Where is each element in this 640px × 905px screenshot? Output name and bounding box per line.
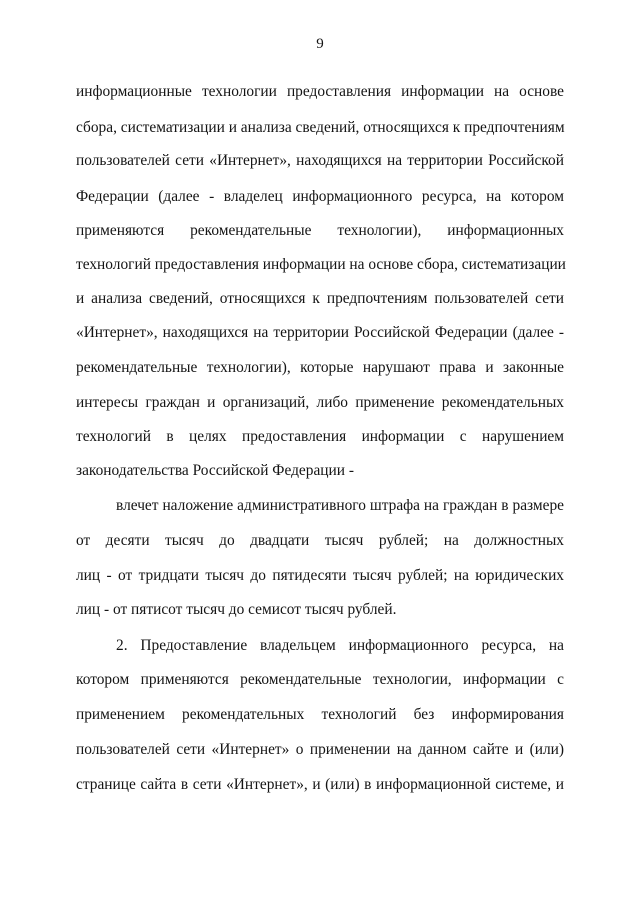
text-line: лиц - от пятисот тысяч до семисот тысяч рублей. xyxy=(76,601,397,618)
text-line: странице сайта в сети «Интернет», и (или) в информационной системе, и xyxy=(76,776,564,793)
text-line: технологий предоставления информации на основе сбора, систематизации xyxy=(76,256,566,273)
text-line: сбора, систематизации и анализа сведений, относящихся к предпочтениям xyxy=(76,119,565,136)
text-line: пользователей сети «Интернет» о применении на данном сайте и (или) xyxy=(76,741,564,758)
text-line: Федерации (далее - владелец информационного ресурса, на котором xyxy=(76,188,564,205)
text-line: влечет наложение административного штрафа на граждан в размере xyxy=(116,497,564,514)
text-line: «Интернет», находящихся на территории Российской Федерации (далее - xyxy=(76,324,564,341)
text-line: от десяти тысяч до двадцати тысяч рублей; на должностных xyxy=(76,532,564,549)
text-line: технологий в целях предоставления информации с нарушением xyxy=(76,428,564,445)
text-line: и анализа сведений, относящихся к предпочтениям пользователей сети xyxy=(76,290,564,307)
text-line: применяются рекомендательные технологии), информационных xyxy=(76,222,564,239)
text-line: применением рекомендательных технологий без информирования xyxy=(76,706,564,723)
text-line: интересы граждан и организаций, либо применение рекомендательных xyxy=(76,394,564,411)
text-line: рекомендательные технологии), которые нарушают права и законные xyxy=(76,359,564,376)
text-line: информационные технологии предоставления информации на основе xyxy=(76,83,564,100)
page-number: 9 xyxy=(316,36,324,52)
text-line: законодательства Российской Федерации - xyxy=(76,462,354,479)
text-line: пользователей сети «Интернет», находящихся на территории Российской xyxy=(76,152,564,169)
text-line: котором применяются рекомендательные технологии, информации с xyxy=(76,671,564,688)
text-line: 2. Предоставление владельцем информационного ресурса, на xyxy=(116,637,564,654)
text-line: лиц - от тридцати тысяч до пятидесяти тысяч рублей; на юридических xyxy=(76,567,564,584)
